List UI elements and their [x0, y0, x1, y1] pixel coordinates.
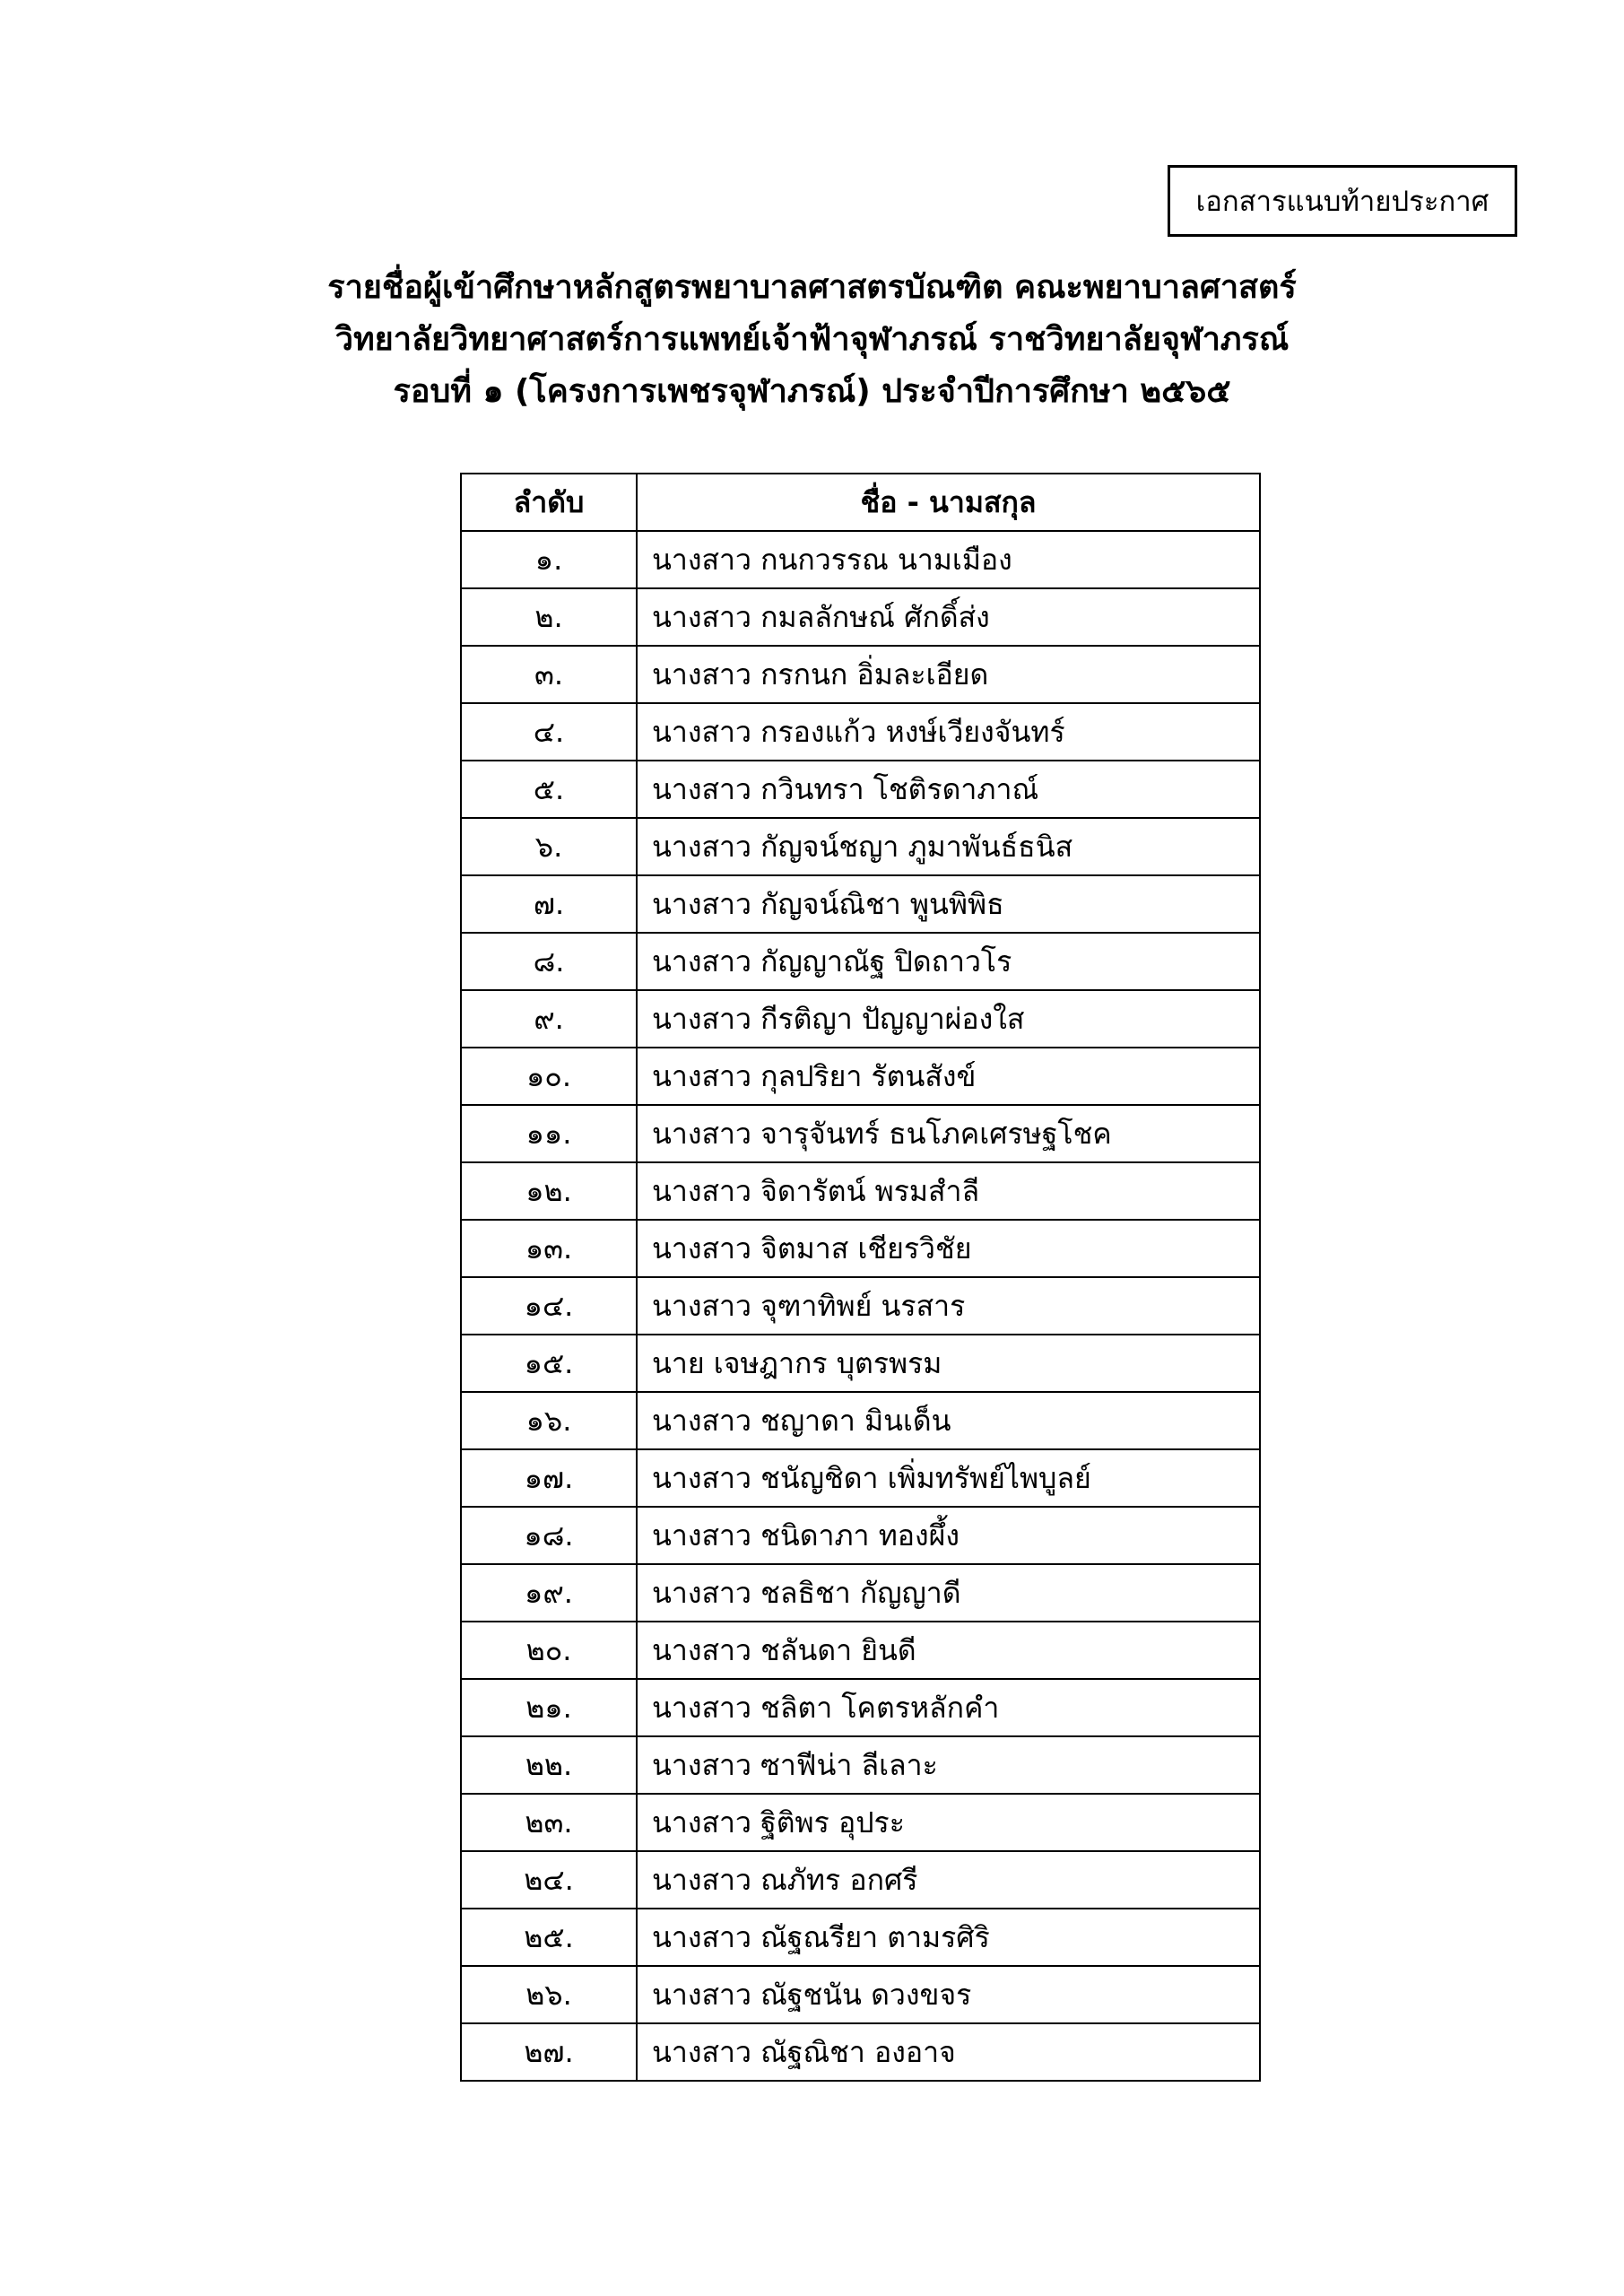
table-row — [461, 1392, 1260, 1449]
row-full-name: นางสาว กวินทรา โชติรดาภาณ์ — [637, 761, 1260, 818]
row-number: ๑๗. — [461, 1449, 637, 1507]
table-row — [461, 703, 1260, 761]
row-full-name: นางสาว จารุจันทร์ ธนโภคเศรษฐโชค — [637, 1105, 1260, 1162]
row-number: ๑๐. — [461, 1048, 637, 1105]
attachment-label-box — [1168, 165, 1517, 237]
row-number: ๒๐. — [461, 1622, 637, 1679]
row-number: ๑. — [461, 531, 637, 588]
row-full-name: นางสาว ชลันดา ยินดี — [637, 1622, 1260, 1679]
table-row — [461, 1622, 1260, 1679]
row-full-name: นางสาว ณัฐณิชา องอาจ — [637, 2023, 1260, 2081]
table-row — [461, 1679, 1260, 1736]
row-full-name: นางสาว กรองแก้ว หงษ์เวียงจันทร์ — [637, 703, 1260, 761]
table-body — [461, 531, 1260, 2081]
row-full-name: นางสาว จุฑาทิพย์ นรสาร — [637, 1277, 1260, 1335]
row-number: ๒๔. — [461, 1851, 637, 1909]
row-number: ๒๗. — [461, 2023, 637, 2081]
table-row — [461, 933, 1260, 990]
document-title — [0, 262, 1624, 418]
row-full-name: นางสาว ชนิดาภา ทองผึ้ง — [637, 1507, 1260, 1564]
row-full-name: นางสาว ชลธิชา กัญญาดี — [637, 1564, 1260, 1622]
row-full-name: นางสาว กุลปริยา รัตนสังข์ — [637, 1048, 1260, 1105]
row-number: ๙. — [461, 990, 637, 1048]
title-line-3: รอบที่ ๑ (โครงการเพชรจุฬาภรณ์) ประจำปีการศึกษา ๒๕๖๕ — [393, 373, 1231, 410]
table-row — [461, 1736, 1260, 1794]
table-row — [461, 1564, 1260, 1622]
table-row — [461, 1851, 1260, 1909]
table-row — [461, 990, 1260, 1048]
row-number: ๑๕. — [461, 1335, 637, 1392]
row-number: ๗. — [461, 875, 637, 933]
row-number: ๘. — [461, 933, 637, 990]
row-full-name: นางสาว ณัฐณรียา ตามรศิริ — [637, 1909, 1260, 1966]
row-full-name: นางสาว ชลิตา โคตรหลักคำ — [637, 1679, 1260, 1736]
row-full-name: นางสาว จิดารัตน์ พรมสำลี — [637, 1162, 1260, 1220]
row-full-name: นางสาว กนกวรรณ นามเมือง — [637, 531, 1260, 588]
row-number: ๒. — [461, 588, 637, 646]
table-row — [461, 2023, 1260, 2081]
row-number: ๑๑. — [461, 1105, 637, 1162]
row-full-name: นางสาว ชนัญชิดา เพิ่มทรัพย์ไพบูลย์ — [637, 1449, 1260, 1507]
row-number: ๑๔. — [461, 1277, 637, 1335]
table-row — [461, 1507, 1260, 1564]
title-line-2: วิทยาลัยวิทยาศาสตร์การแพทย์เจ้าฟ้าจุฬาภรณ์ ราชวิทยาลัยจุฬาภรณ์ — [334, 321, 1290, 358]
header-number: ลำดับ — [461, 474, 637, 531]
table-row — [461, 1966, 1260, 2023]
table-row — [461, 531, 1260, 588]
row-number: ๒๑. — [461, 1679, 637, 1736]
row-full-name: นางสาว กีรติญา ปัญญาผ่องใส — [637, 990, 1260, 1048]
row-full-name: นางสาว กรกนก อิ่มละเอียด — [637, 646, 1260, 703]
table-row — [461, 1277, 1260, 1335]
row-number: ๑๖. — [461, 1392, 637, 1449]
row-number: ๒๖. — [461, 1966, 637, 2023]
row-full-name: นางสาว กมลลักษณ์ ศักดิ์ส่ง — [637, 588, 1260, 646]
row-number: ๑๓. — [461, 1220, 637, 1277]
title-line-1: รายชื่อผู้เข้าศึกษาหลักสูตรพยาบาลศาสตรบัณฑิต คณะพยาบาลศาสตร์ — [327, 269, 1297, 306]
table-row — [461, 761, 1260, 818]
row-full-name: นางสาว ฐิติพร อุประ — [637, 1794, 1260, 1851]
table-row — [461, 1909, 1260, 1966]
table-row — [461, 1794, 1260, 1851]
row-number: ๒๓. — [461, 1794, 637, 1851]
row-full-name: นางสาว กัญจน์ชญา ภูมาพันธ์ธนิส — [637, 818, 1260, 875]
row-full-name: นางสาว จิตมาส เชียรวิชัย — [637, 1220, 1260, 1277]
row-number: ๔. — [461, 703, 637, 761]
table-row — [461, 1449, 1260, 1507]
row-number: ๒๒. — [461, 1736, 637, 1794]
table-row — [461, 1335, 1260, 1392]
row-number: ๕. — [461, 761, 637, 818]
student-list-table — [460, 473, 1261, 2082]
table-row — [461, 1105, 1260, 1162]
row-number: ๓. — [461, 646, 637, 703]
table-row — [461, 1220, 1260, 1277]
row-full-name: นางสาว ณภัทร อกศรี — [637, 1851, 1260, 1909]
row-full-name: นางสาว กัญญาณัฐ ปิดถาวโร — [637, 933, 1260, 990]
row-full-name: นาย เจษฎากร บุตรพรม — [637, 1335, 1260, 1392]
table-row — [461, 1048, 1260, 1105]
row-number: ๒๕. — [461, 1909, 637, 1966]
row-full-name: นางสาว ซาฟีน่า ลีเลาะ — [637, 1736, 1260, 1794]
row-number: ๑๒. — [461, 1162, 637, 1220]
row-full-name: นางสาว ณัฐชนัน ดวงขจร — [637, 1966, 1260, 2023]
row-full-name: นางสาว ชญาดา มินเด็น — [637, 1392, 1260, 1449]
table-row — [461, 818, 1260, 875]
row-number: ๑๙. — [461, 1564, 637, 1622]
table-row — [461, 875, 1260, 933]
row-number: ๑๘. — [461, 1507, 637, 1564]
table-row — [461, 1162, 1260, 1220]
row-number: ๖. — [461, 818, 637, 875]
header-name: ชื่อ - นามสกุล — [637, 474, 1260, 531]
attachment-label: เอกสารแนบท้ายประกาศ — [1195, 186, 1489, 218]
table-row — [461, 646, 1260, 703]
row-full-name: นางสาว กัญจน์ณิชา พูนพิพิธ — [637, 875, 1260, 933]
table-row — [461, 588, 1260, 646]
table-header-row — [461, 474, 1260, 531]
